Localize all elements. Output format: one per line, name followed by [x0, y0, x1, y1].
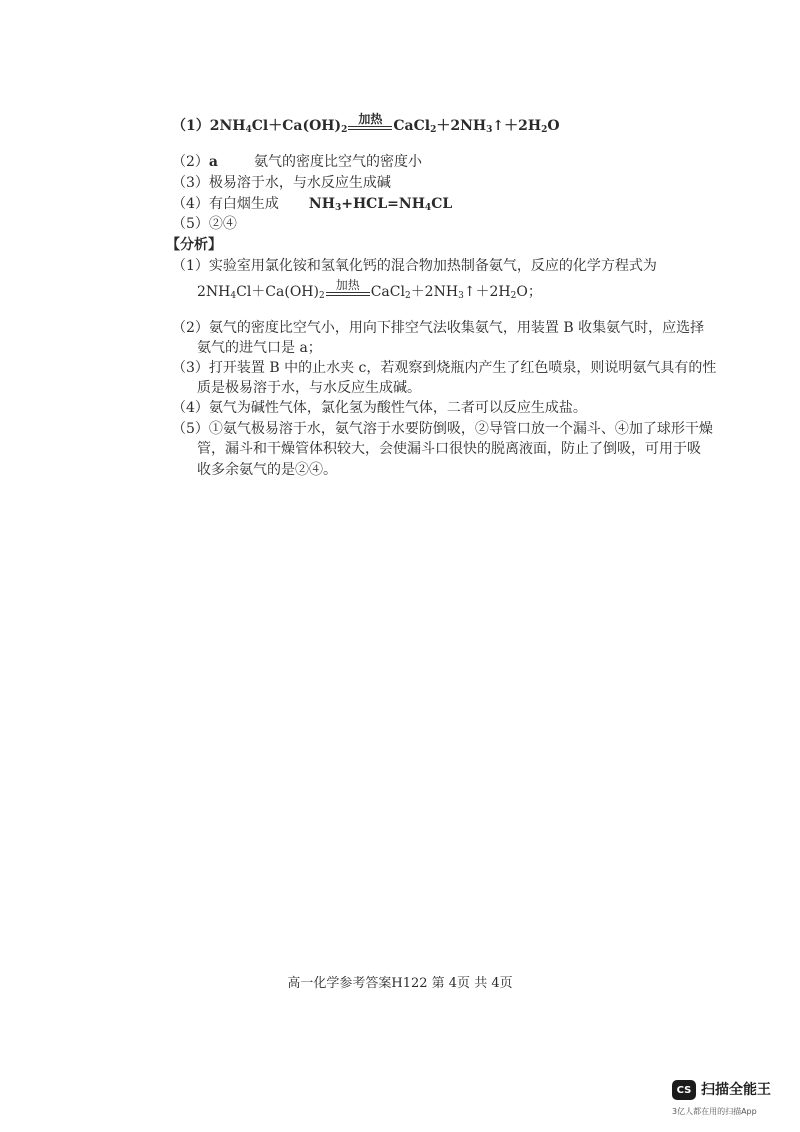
camscanner-logo-icon: CS	[672, 1080, 696, 1100]
camscanner-watermark	[672, 1080, 782, 1124]
reaction-condition: 加热	[326, 278, 370, 302]
analysis-2: （2）氨气的密度比空气小，用向下排空气法收集氨气，用装置 B 收集氨气时，应选择	[172, 320, 705, 336]
answer-4: （4）有白烟生成 $NH_3+HCL=NH_4CL$	[172, 196, 453, 213]
analysis-4: （4）氨气为碱性气体，氯化氢为酸性气体，二者可以反应生成盐。	[172, 400, 587, 416]
analysis-3-cont: 质是极易溶于水，与水反应生成碱。	[197, 380, 421, 396]
analysis-2-cont: 氨气的进气口是 a；	[197, 340, 322, 356]
answer-1	[172, 112, 560, 136]
analysis-1: （1）实验室用氯化铵和氢氧化钙的混合物加热制备氨气，反应的化学方程式为	[172, 258, 657, 274]
camscanner-tagline: 3亿人都在用的扫描App	[672, 1107, 757, 1116]
answer-text: 极易溶于水，与水反应生成碱	[208, 175, 391, 191]
item-number: （1）	[172, 118, 210, 134]
answer-3: （3）极易溶于水，与水反应生成碱	[172, 175, 391, 191]
analysis-5-cont-2: 收多余氨气的是②④。	[197, 462, 337, 478]
reaction-condition: 加热	[348, 112, 392, 136]
answer-text: 有白烟生成	[208, 196, 279, 212]
camscanner-name: 扫描全能王	[701, 1082, 771, 1098]
answer-text: 氨气的密度比空气的密度小	[254, 154, 422, 170]
chemical-equation: $NH_3+HCL=NH_4CL$	[308, 196, 453, 213]
analysis-1-equation: $2NH_4Cl+Ca(OH)_2$ 加热 $CaCl_2+2NH_3↑+2H_2O$；	[197, 278, 542, 301]
analysis-heading: 【分析】	[166, 237, 222, 253]
page-footer: 高一化学参考答案H122 第 4页 共 4页	[287, 976, 513, 991]
answer-value: a	[208, 154, 218, 170]
answer-5: （5）②④	[172, 216, 237, 232]
analysis-3: （3）打开装置 B 中的止水夹 c，若观察到烧瓶内产生了红色喷泉，则说明氨气具有的性	[172, 360, 717, 376]
answer-2: （2）a 氨气的密度比空气的密度小	[172, 154, 422, 170]
chemical-equation: $2NH_4Cl+Ca(OH)_2$ 加热 $CaCl_2+2NH_3↑+2H_2O$	[209, 112, 560, 135]
analysis-5: （5）①氨气极易溶于水，氨气溶于水要防倒吸，②导管口放一个漏斗、④加了球形干燥	[172, 421, 713, 437]
answer-text: ②④	[208, 216, 237, 232]
analysis-5-cont-1: 管，漏斗和干燥管体积较大，会使漏斗口很快的脱离液面，防止了倒吸，可用于吸	[197, 441, 701, 457]
